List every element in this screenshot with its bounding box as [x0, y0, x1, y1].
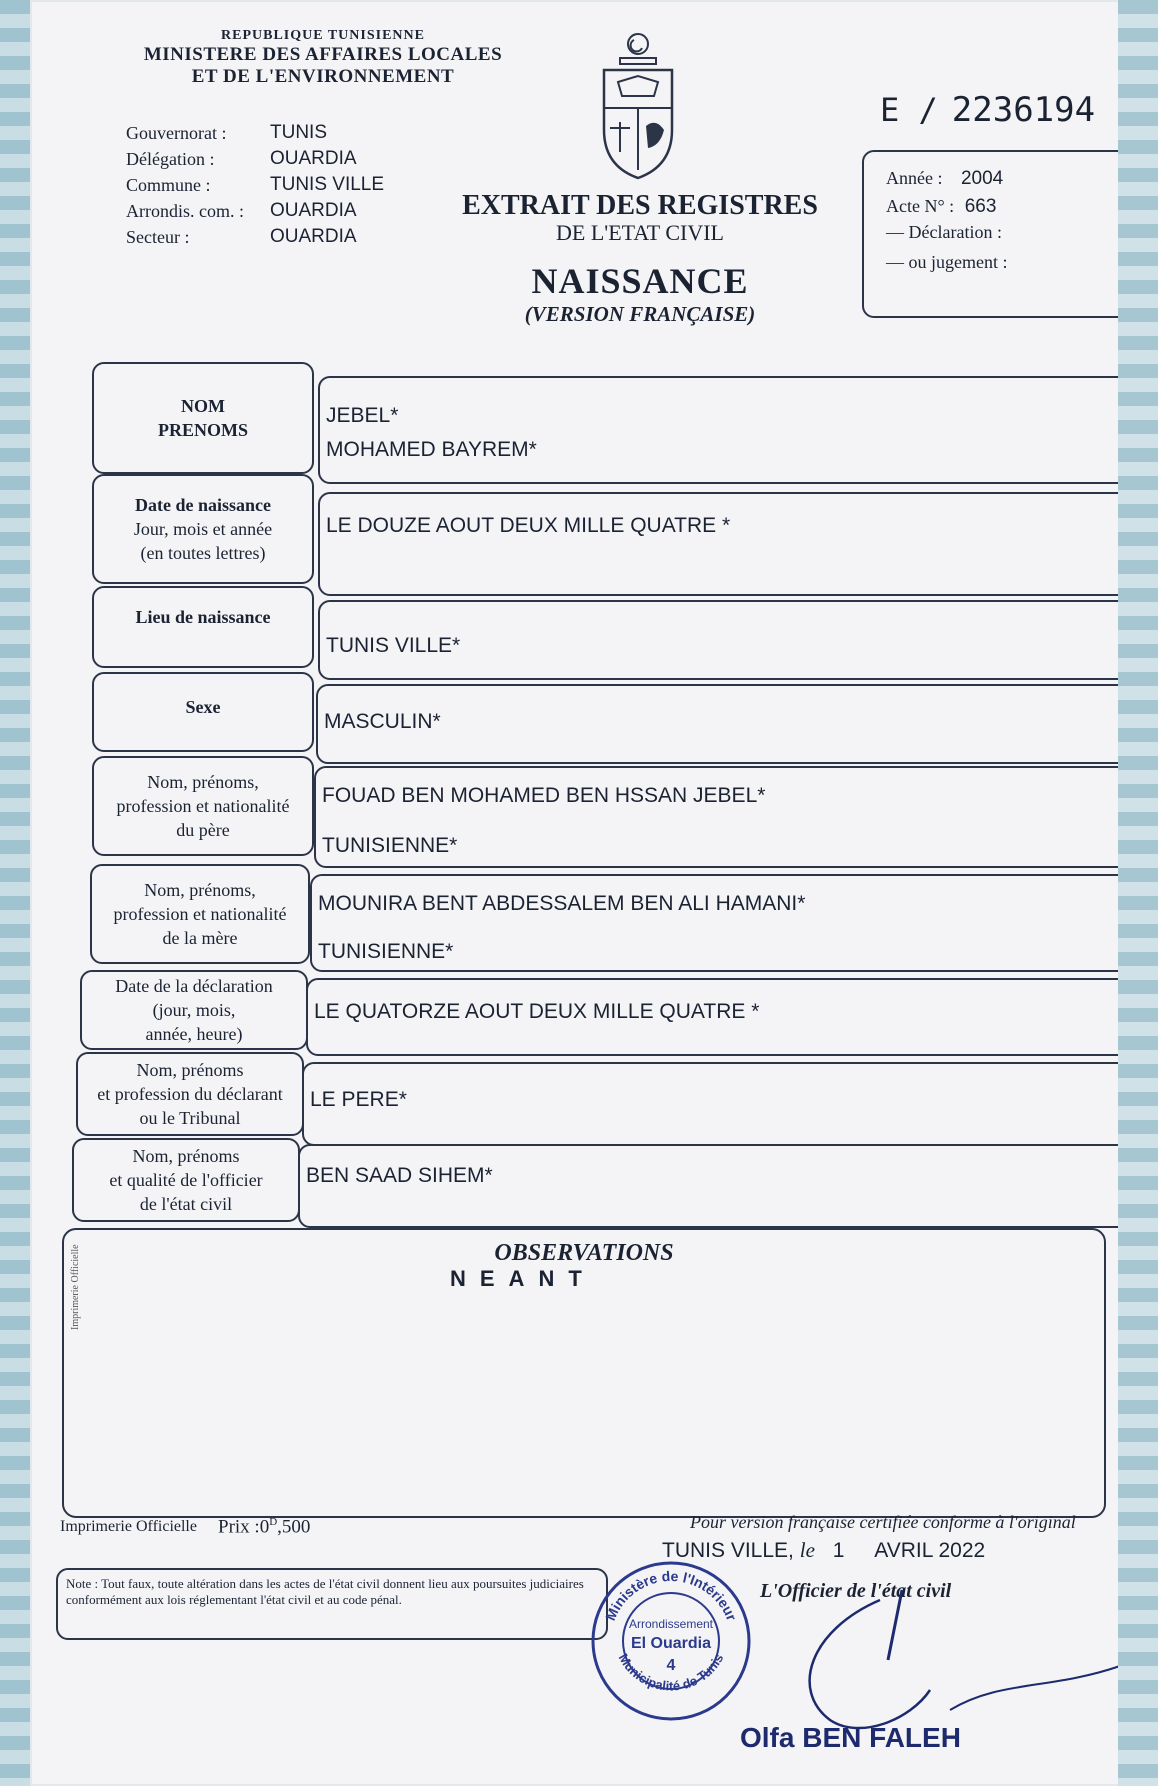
republic-line: REPUBLIQUE TUNISIENNE [221, 28, 425, 43]
officier-name: Olfa BEN FALEH [740, 1722, 961, 1753]
label-nom-prenoms [92, 362, 314, 474]
location-value: OUARDIA [270, 148, 357, 169]
stamp-center-2: El Ouardia [630, 1635, 712, 1652]
label-declarant-1: Nom, prénoms [136, 1060, 244, 1080]
value-pere [314, 766, 1138, 868]
observations-box [62, 1228, 1106, 1518]
value-officier [298, 1144, 1138, 1228]
annee-row [886, 168, 1003, 190]
serial-value: 2236194 [951, 90, 1096, 130]
acte-row [886, 196, 996, 218]
place-le: le [799, 1538, 815, 1562]
location-row [126, 120, 384, 146]
label-mere-2: profession et nationalité [113, 904, 287, 924]
label-pere [92, 756, 314, 856]
location-row [126, 224, 384, 250]
label-nom: NOM [181, 396, 225, 416]
value-sexe [316, 684, 1138, 764]
label-prenoms: PRENOMS [158, 420, 248, 440]
value-prenoms: MOHAMED BAYREM* [326, 438, 537, 461]
location-value: OUARDIA [270, 226, 357, 247]
location-value: TUNIS [270, 122, 327, 143]
prix-value: ,500 [277, 1516, 311, 1538]
title-line-1: EXTRAIT DES REGISTRES [462, 190, 818, 221]
label-declaration-1: Date de la déclaration [115, 976, 273, 996]
value-lieu-text: TUNIS VILLE* [326, 634, 461, 657]
label-mere-1: Nom, prénoms, [144, 880, 256, 900]
label-officier-3: de l'état civil [139, 1194, 233, 1214]
value-nom-prenoms [318, 376, 1138, 484]
label-date-naissance [92, 474, 314, 584]
officier-signature-label: L'Officier de l'état civil [760, 1580, 952, 1602]
observations-title: OBSERVATIONS [494, 1240, 674, 1266]
value-nom: JEBEL* [326, 404, 399, 427]
label-declarant [76, 1052, 304, 1136]
stamp-center-3: 4 [666, 1657, 676, 1674]
location-label: Délégation : [126, 149, 215, 169]
location-label: Secteur : [126, 227, 190, 247]
value-pere-nom: FOUAD BEN MOHAMED BEN HSSAN JEBEL* [322, 784, 766, 807]
label-officier-1: Nom, prénoms [132, 1146, 240, 1166]
label-officier [72, 1138, 300, 1222]
label-officier-2: et qualité de l'officier [109, 1170, 263, 1190]
label-declarant-2: et profession du déclarant [97, 1084, 283, 1104]
ministry-line-2: ET DE L'ENVIRONNEMENT [191, 66, 455, 87]
observations-value: NEANT [450, 1266, 596, 1291]
label-pere-3: du père [176, 820, 230, 840]
certification-text: Pour version française certifiée conforme à l'original [690, 1512, 1076, 1532]
official-stamp-icon [586, 1556, 756, 1726]
svg-text:Ministère de l'Intérieur [602, 1568, 740, 1623]
acte-box [862, 150, 1136, 318]
location-row [126, 172, 384, 198]
label-declaration-3: année, heure) [145, 1024, 243, 1044]
label-declarant-3: ou le Tribunal [139, 1108, 241, 1128]
location-label: Gouvernorat : [126, 123, 227, 143]
stamp-center-1: Arrondissement [628, 1617, 714, 1631]
value-date-declaration [306, 978, 1138, 1056]
label-date-declaration [80, 970, 308, 1050]
value-declarant-text: LE PERE* [310, 1088, 407, 1111]
value-mere-nom: MOUNIRA BENT ABDESSALEM BEN ALI HAMANI* [318, 892, 806, 915]
location-value: OUARDIA [270, 200, 357, 221]
title-version: (VERSION FRANÇAISE) [524, 302, 756, 326]
label-pere-1: Nom, prénoms, [147, 772, 259, 792]
prix-text: Prix :0 [218, 1516, 270, 1538]
paper-edge-left [0, 0, 34, 1786]
jugement-label: — ou jugement : [886, 252, 1008, 272]
place-day: 1 [832, 1539, 845, 1562]
value-declarant [302, 1062, 1138, 1146]
location-row [126, 198, 384, 224]
side-imprint: Imprimerie Officielle [70, 1244, 81, 1330]
value-date-naissance-text: LE DOUZE AOUT DEUX MILLE QUATRE * [326, 514, 731, 537]
value-lieu-naissance [318, 600, 1138, 680]
label-pere-2: profession et nationalité [116, 796, 290, 816]
location-block [126, 120, 384, 250]
acte-value: 663 [964, 196, 997, 217]
value-date-naissance [318, 492, 1138, 596]
location-label: Commune : [126, 175, 211, 195]
birth-certificate-page [30, 0, 1128, 1786]
value-mere-nationalite: TUNISIENNE* [318, 940, 454, 963]
label-date-naissance-sub2: (en toutes lettres) [140, 543, 266, 563]
location-value: TUNIS VILLE [270, 174, 385, 195]
place-month: AVRIL 2022 [874, 1539, 986, 1562]
label-date-naissance-title: Date de naissance [135, 495, 271, 515]
coat-of-arms-icon [590, 30, 686, 180]
acte-label: Acte N° : [886, 196, 955, 216]
title-line-2: DE L'ETAT CIVIL [556, 220, 724, 245]
ministry-line-1: MINISTERE DES AFFAIRES LOCALES [143, 44, 503, 65]
place-city: TUNIS VILLE, [662, 1539, 794, 1562]
label-date-naissance-sub1: Jour, mois et année [133, 519, 273, 539]
prix-label [218, 1516, 310, 1538]
title-naissance: NAISSANCE [531, 261, 749, 301]
annee-label: Année : [886, 168, 943, 188]
legal-note-text: Note : Tout faux, toute altération dans les actes de l'état civil donnent lieu aux poursuites judiciaires conformément aux lois réglementant l'état civil et au code pénal. [66, 1576, 584, 1607]
label-sexe [92, 672, 314, 752]
value-officier-text: BEN SAAD SIHEM* [306, 1164, 493, 1187]
annee-value: 2004 [960, 168, 1004, 189]
imprimerie-label: Imprimerie Officielle [60, 1518, 197, 1535]
paper-edge-right [1118, 0, 1158, 1786]
location-row [126, 146, 384, 172]
label-mere [90, 864, 310, 964]
value-declaration-text: LE QUATORZE AOUT DEUX MILLE QUATRE * [314, 1000, 760, 1023]
value-pere-nationalite: TUNISIENNE* [322, 834, 458, 857]
document-title [430, 190, 850, 327]
prix-sup: D [269, 1516, 278, 1528]
label-sexe-text: Sexe [185, 697, 221, 717]
legal-note-box [56, 1568, 608, 1640]
location-label: Arrondis. com. : [126, 201, 244, 221]
value-sexe-text: MASCULIN* [324, 710, 441, 733]
label-mere-3: de la mère [162, 928, 238, 948]
serial-number [880, 90, 1095, 130]
issuer-header [108, 28, 538, 88]
stamp-ring-top: Ministère de l'Intérieur [602, 1567, 740, 1623]
declaration-label: — Déclaration : [886, 222, 1002, 242]
stamp-ring-bottom: Municipalité de Tunis [615, 1650, 727, 1694]
label-lieu-naissance [92, 586, 314, 668]
label-declaration-2: (jour, mois, [152, 1000, 236, 1020]
value-mere [310, 874, 1138, 972]
label-lieu-text: Lieu de naissance [135, 607, 271, 627]
serial-prefix: E / [880, 91, 938, 129]
